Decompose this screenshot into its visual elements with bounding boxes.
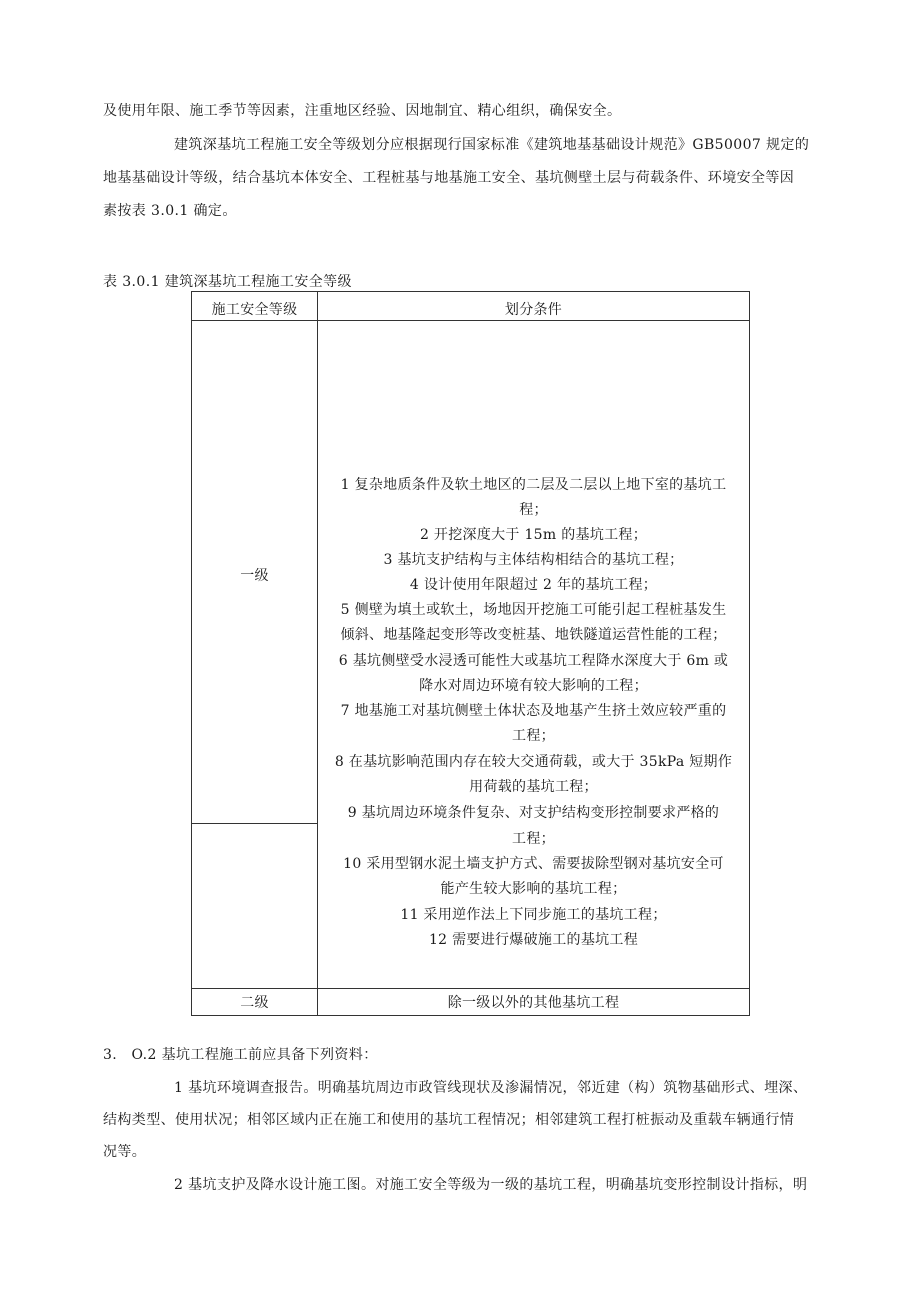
row2-level: 二级 [240, 995, 269, 1011]
header-condition: 划分条件 [504, 302, 563, 318]
condition-line: 工程； [512, 728, 555, 744]
row2-condition: 除一级以外的其他基坑工程 [447, 995, 620, 1011]
paragraph-line: 及使用年限、施工季节等因素，注重地区经验、因地制宜、精心组织，确保安全。 [103, 103, 622, 119]
table-row-divider [192, 823, 318, 824]
condition-line: 4 设计使用年限超过 2 年的基坑工程； [409, 577, 658, 593]
row1-level: 一级 [240, 568, 269, 584]
paragraph-line: 结构类型、使用状况；相邻区域内正在施工和使用的基坑工程情况；相邻建筑工程打桩振动及重载车辆通行情 [103, 1112, 795, 1128]
condition-line: 7 地基施工对基坑侧壁土体状态及地基产生挤土效应较严重的 [340, 703, 727, 719]
condition-line: 10 采用型钢水泥土墙支护方式、需要拔除型钢对基坑安全可 [343, 856, 724, 872]
condition-line: 2 开挖深度大于 15m 的基坑工程； [419, 527, 648, 543]
table-row-divider [192, 988, 749, 989]
paragraph-line: 2 基坑支护及降水设计施工图。对施工安全等级为一级的基坑工程，明确基坑变形控制设计指标，明 [174, 1177, 808, 1193]
condition-line: 5 侧壁为填土或软土，场地因开挖施工可能引起工程桩基发生 [340, 602, 727, 618]
paragraph-line: 1 基坑环境调查报告。明确基坑周边市政管线现状及渗漏情况，邻近建（构）筑物基础形式、埋深、 [174, 1080, 808, 1096]
condition-line: 9 基坑周边环境条件复杂、对支护结构变形控制要求严格的 [347, 805, 720, 821]
table-row-divider [192, 320, 749, 321]
paragraph-line: 地基基础设计等级，结合基坑本体安全、工程桩基与地基施工安全、基坑侧壁土层与荷载条件、环境安全等因 [103, 170, 795, 186]
condition-line: 工程； [512, 831, 555, 847]
condition-line: 8 在基坑影响范围内存在较大交通荷载，或大于 35kPa 短期作 [334, 754, 733, 770]
section-heading: 3. O.2 基坑工程施工前应具备下列资料： [103, 1047, 378, 1063]
paragraph-line: 素按表 3.0.1 确定。 [103, 203, 237, 219]
paragraph-line: 况等。 [103, 1144, 147, 1160]
condition-line: 1 复杂地质条件及软土地区的二层及二层以上地下室的基坑工 [340, 477, 727, 493]
condition-line: 3 基坑支护结构与主体结构相结合的基坑工程； [383, 552, 684, 568]
paragraph-line: 建筑深基坑工程施工安全等级划分应根据现行国家标准《建筑地基基础设计规范》GB50007 规定的 [174, 137, 810, 153]
condition-line: 6 基坑侧壁受水浸透可能性大或基坑工程降水深度大于 6m 或 [338, 653, 729, 669]
condition-line: 12 需要进行爆破施工的基坑工程 [428, 932, 639, 948]
condition-line: 程； [519, 502, 548, 518]
condition-line: 降水对周边环境有较大影响的工程； [419, 678, 648, 694]
header-level: 施工安全等级 [211, 302, 298, 318]
condition-line: 倾斜、地基隆起变形等改变桩基、地铁隧道运营性能的工程； [340, 627, 727, 643]
table-caption: 表 3.0.1 建筑深基坑工程施工安全等级 [103, 274, 352, 290]
condition-line: 用荷载的基坑工程； [469, 779, 598, 795]
condition-line: 能产生较大影响的基坑工程； [440, 881, 627, 897]
condition-line: 11 采用逆作法上下同步施工的基坑工程； [400, 907, 667, 923]
safety-level-table [191, 291, 750, 1016]
